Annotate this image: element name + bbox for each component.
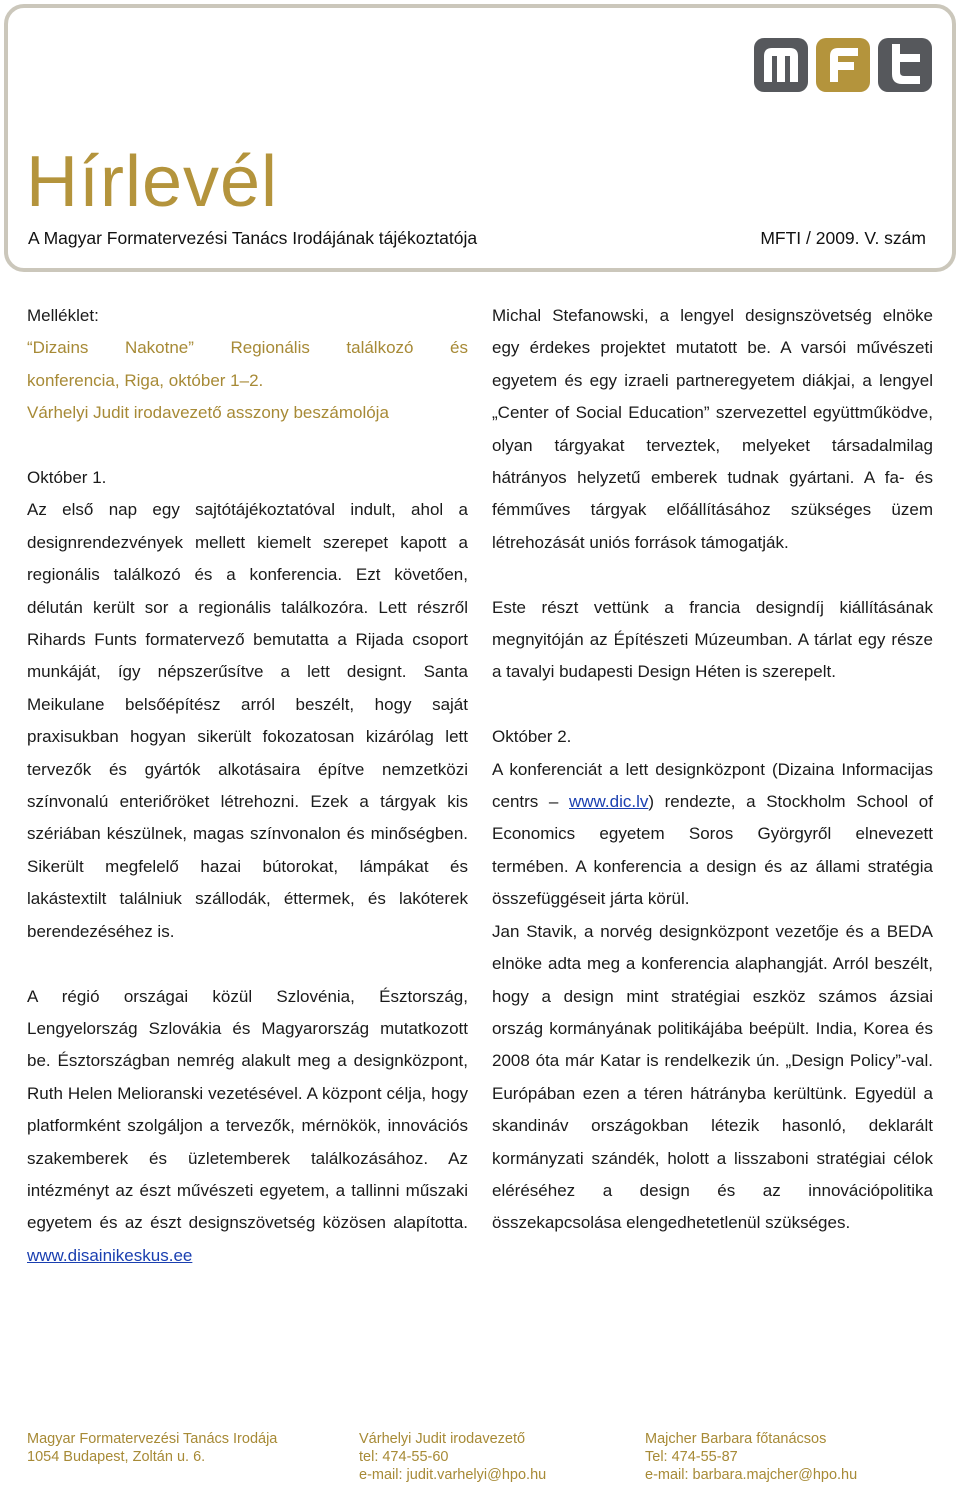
disainikeskus-link[interactable]: www.disainikeskus.ee — [27, 1245, 193, 1265]
newsletter-subtitle: A Magyar Formatervezési Tanács Irodájának tájékoztatója — [28, 228, 478, 248]
footer-office-address: 1054 Budapest, Zoltán u. 6. — [27, 1449, 206, 1465]
right-paragraph-4: Jan Stavik, a norvég designközpont vezetője és a BEDA elnöke adta meg a konferencia alaphangját. Arról beszélt, hogy a design mint stratégiai eszköz számos ázsiai ország kormányának politikájába beépült. India, Korea és 2008 óta már Katar is rendelkezik ún. „Design Policy”-val. Európában ezen a téren hátrányba kerültünk. Egyedül a skandináv országokban létezik hasonló, deklarált kormányzati szándék, holott a lisszaboni stratégiai célok eléréséhez a design és az innovációpolitika összekapcsolása elengedhetetlenül szükséges. — [492, 921, 933, 1233]
right-column — [492, 300, 933, 1240]
right-paragraph-1: Michal Stefanowski, a lengyel designszövetség elnöke egy érdekes projektet mutatott be. A varsói művészeti egyetem és egy izraeli partneregyetem diákjai, a lengyel „Center of Social Education” szervezettel együttműködve, olyan tárgyakat terveztek, melyeket társadalmilag hátrányos helyzetű emberek tudnak gyártani. A fa- és fémműves tárgyak előállításához szükséges üzem létrehozását uniós források támogatják. — [492, 306, 933, 552]
left-paragraph-1: Az első nap egy sajtótájékoztatóval indult, ahol a designrendezvények mellett kiemelt szerepet kapott a regionális találkozó és a konferencia. Ezt követően, délután került sor a regionális találkozóra. Lett részről Rihards Funts formatervező bemutatta a Rijada csoport munkáját, így népszerűsítve a lett designt. Santa Meikulane belsőépítész arról beszélt, hogy saját praxisukban hogyan sikerült fokozatosan kizárólag lett tervezők és gyártók alkotásaira építve nemzetközi színvonalú enteriőröket létrehozni. Ezek a tárgyak kis szériában készülnek, magas színvonalon és minőségben. Sikerült megfelelő hazai bútorokat, lámpákat és lakástextilt találniuk szállodák, éttermek, és lakóterek berendezéséhez is. — [27, 500, 468, 941]
footer-contact-1-phone: tel: 474-55-60 — [359, 1449, 449, 1465]
left-paragraph-2 — [27, 981, 468, 1273]
footer-contact-2 — [645, 1430, 857, 1484]
dic-link[interactable]: www.dic.lv — [569, 792, 649, 812]
attachment-label: Melléklet: — [27, 306, 99, 325]
footer-office — [27, 1430, 277, 1466]
right-paragraph-3 — [492, 754, 933, 916]
right-paragraph-3-text-a: A konferenciát a lett designközpont (Dizaina Informacijas centrs – — [492, 759, 933, 812]
footer-contact-1 — [359, 1430, 546, 1484]
newsletter-title: Hírlevél — [26, 142, 279, 222]
footer-contact-2-phone: Tel: 474-55-87 — [645, 1449, 738, 1465]
left-paragraph-2-text: A régió országai közül Szlovénia, Észtország, Lengyelország Szlovákia és Magyarország mutatkozott be. Észtországban nemrég alakult meg a designközpont, Ruth Helen Melioranski vezetésével. A központ célja, hogy platformként szolgáljon a tervezők, mérnökök, innovációs szakemberek és üzletemberek találkozásához. Az intézményt az észt művészeti egyetem, a tallinni műszaki egyetem és az észt designszövetség közösen alapította. — [27, 986, 468, 1233]
report-byline: Várhelyi Judit irodavezető asszony beszámolója — [27, 403, 389, 423]
left-column — [27, 300, 468, 1272]
mft-logo — [754, 34, 932, 96]
day1-heading: Október 1. — [27, 468, 107, 488]
event-title-line2: konferencia, Riga, október 1–2. — [27, 370, 264, 390]
footer-contact-1-email[interactable]: e-mail: judit.varhelyi@hpo.hu — [359, 1467, 547, 1483]
issue-number: MFTI / 2009. V. szám — [760, 228, 926, 248]
footer-office-name: Magyar Formatervezési Tanács Irodája — [27, 1431, 278, 1447]
right-paragraph-3-text-b: ) rendezte, a Stockholm School of Economics egyetem Soros Györgyről elnevezett termében. A konferencia a design és az állami stratégia összefüggéseit járta körül. — [492, 792, 933, 909]
footer-contact-2-email[interactable]: e-mail: barbara.majcher@hpo.hu — [645, 1467, 858, 1483]
day2-heading: Október 2. — [492, 727, 572, 747]
footer-contact-2-name: Majcher Barbara főtanácsos — [645, 1431, 827, 1447]
right-paragraph-2: Este részt vettünk a francia designdíj kiállításának megnyitóján az Építészeti Múzeumban. A tárlat egy része a tavalyi budapesti Design Héten is szerepelt. — [492, 597, 933, 682]
footer-contact-1-name: Várhelyi Judit irodavezető — [359, 1431, 526, 1447]
event-title-line1: “Dizains Nakotne” Regionális találkozó és — [27, 338, 468, 358]
